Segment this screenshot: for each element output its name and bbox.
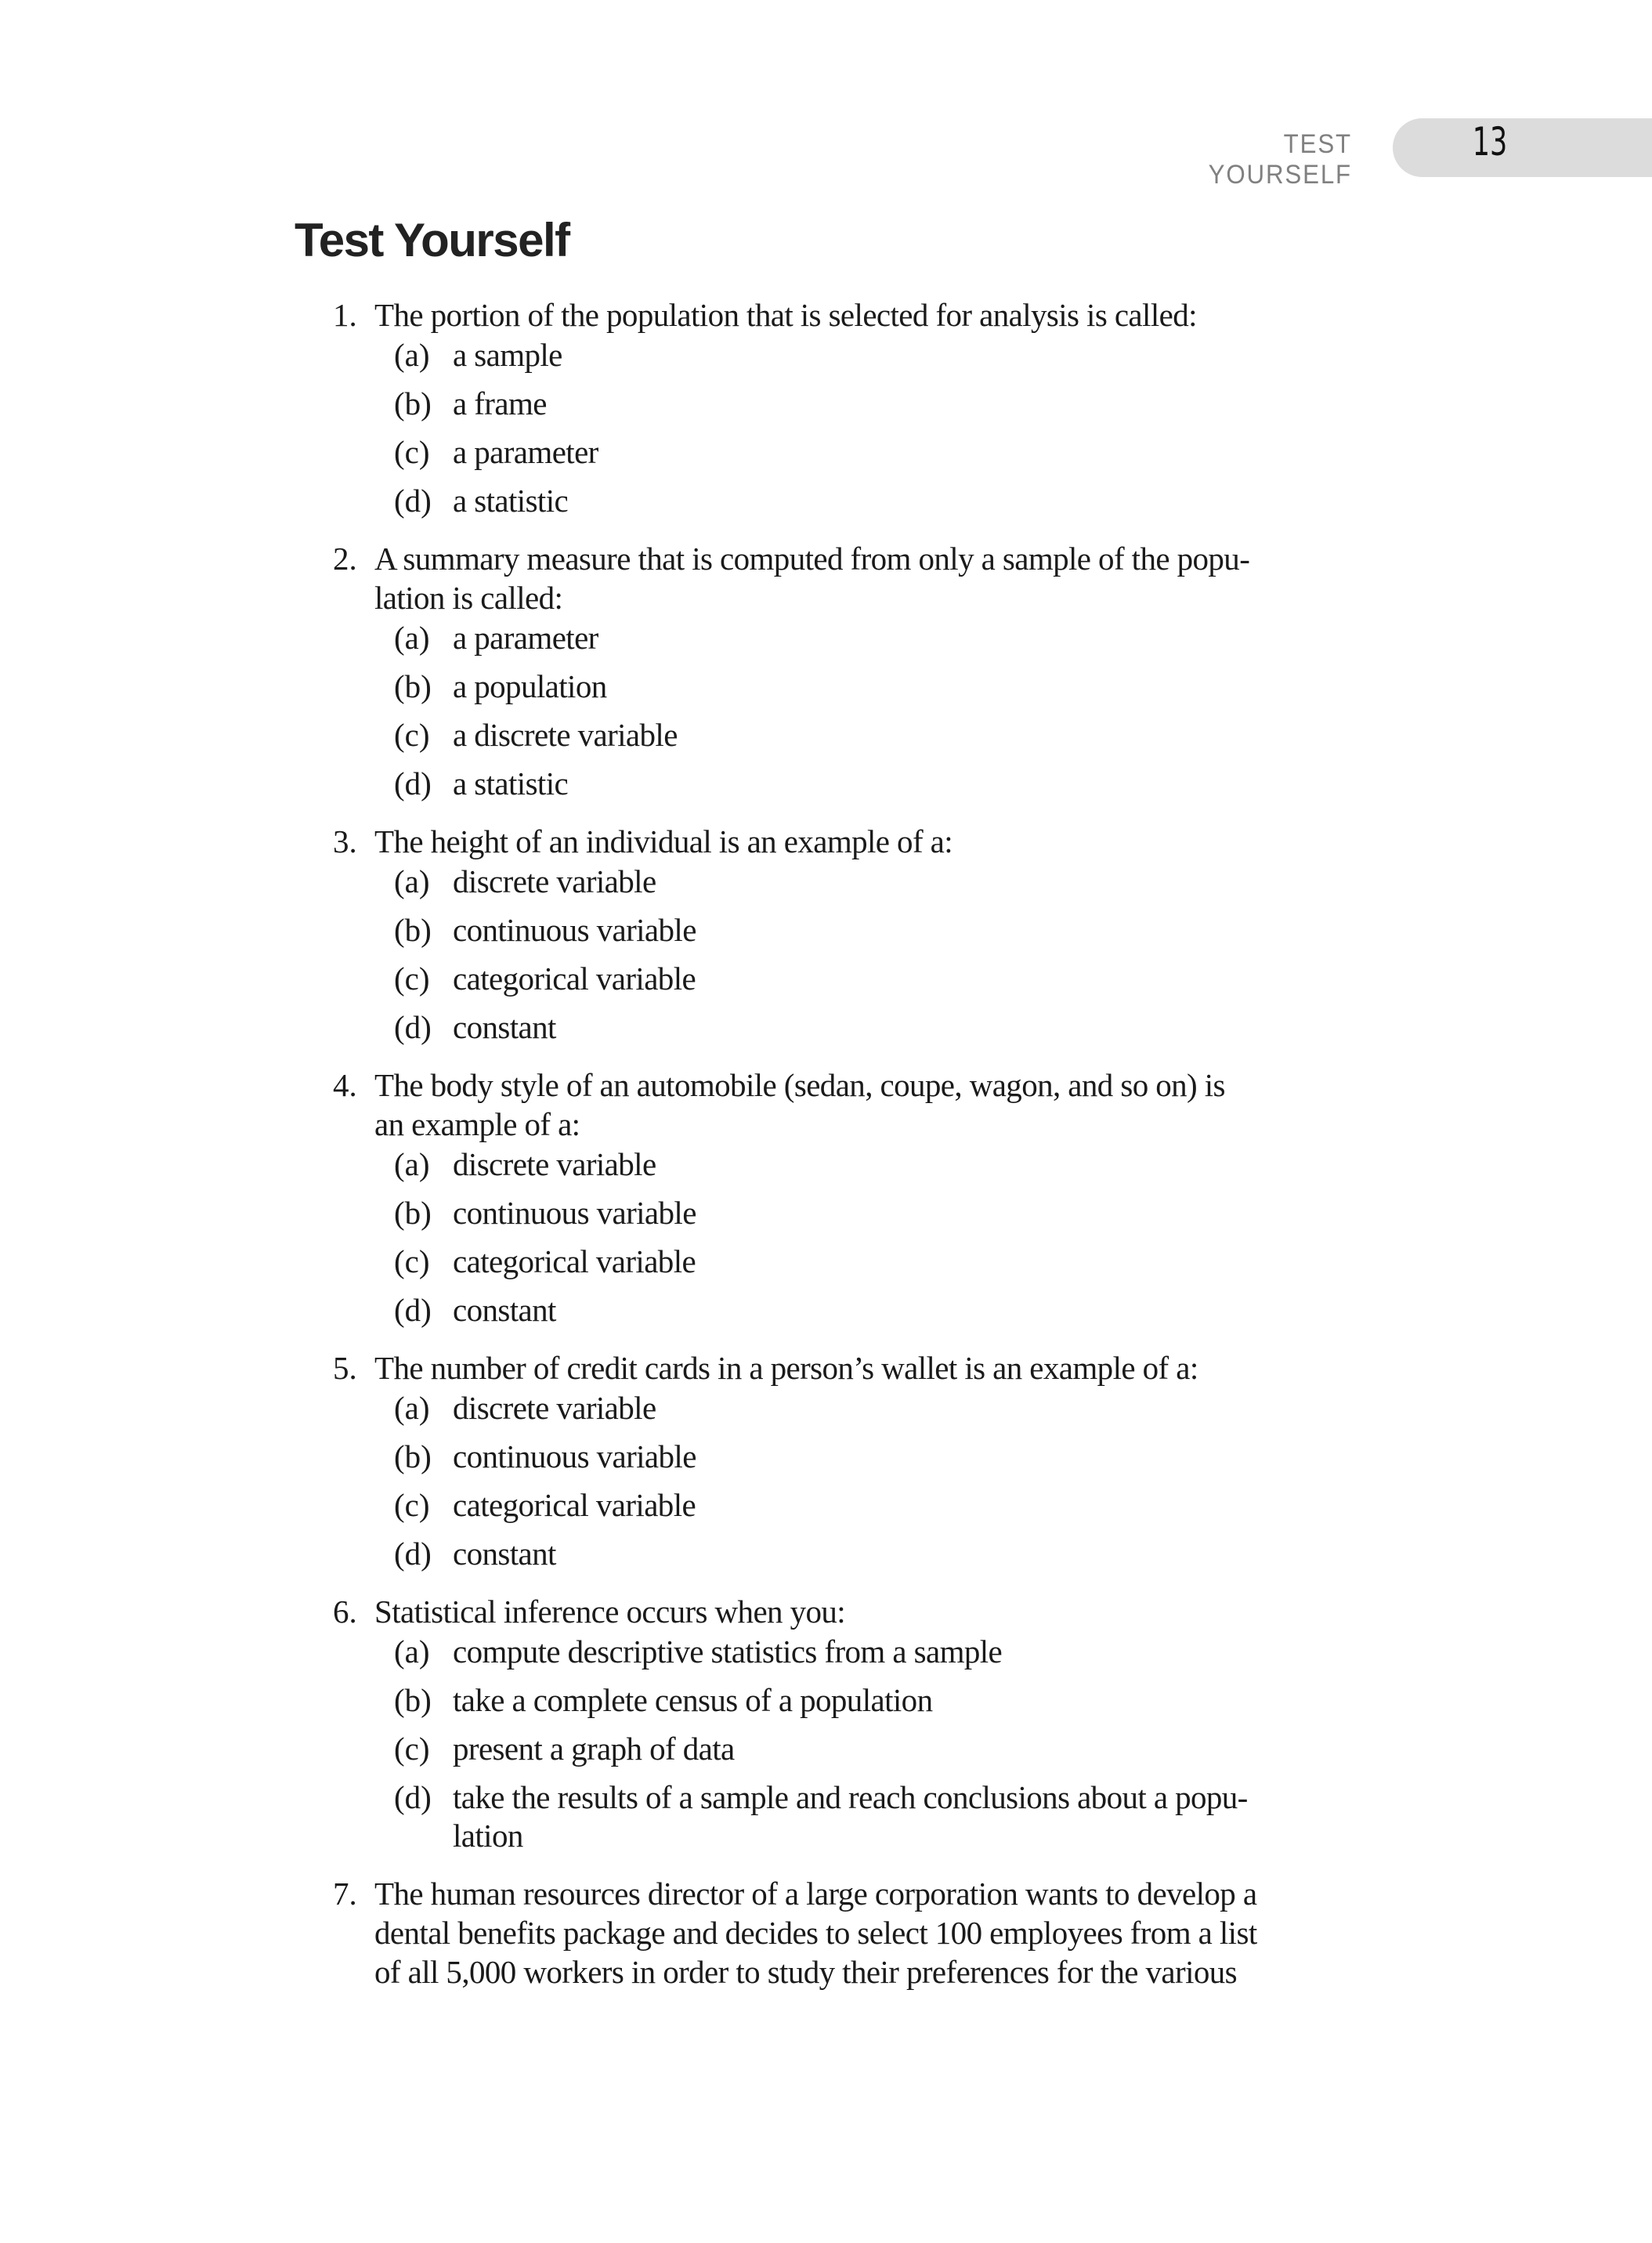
answer-option <box>329 1281 1363 1330</box>
question-number: 6. <box>333 1594 357 1630</box>
answer-option <box>329 950 1363 998</box>
question-list <box>329 295 1363 2010</box>
question-text: The body style of an automobile (sedan, coupe, wagon, and so on) is <box>374 1067 1225 1103</box>
question <box>329 1348 1363 1573</box>
section-title: Test Yourself <box>295 214 569 266</box>
answer-option <box>329 1379 1363 1427</box>
option-letter: (a) <box>394 1146 430 1182</box>
option-text: constant <box>453 1009 556 1045</box>
answer-options <box>329 609 1363 803</box>
question-text: of all 5,000 workers in order to study their preferences for the various <box>374 1954 1238 1990</box>
option-letter: (d) <box>394 1292 432 1328</box>
answer-option <box>329 1476 1363 1525</box>
option-letter: (d) <box>394 1009 432 1045</box>
option-text: a frame <box>453 385 547 421</box>
answer-option <box>329 901 1363 950</box>
option-text: constant <box>453 1292 556 1328</box>
answer-option <box>329 1768 1363 1855</box>
option-text: discrete variable <box>453 863 656 899</box>
answer-options <box>329 326 1363 520</box>
answer-option <box>329 1671 1363 1720</box>
option-letter: (c) <box>394 1731 430 1767</box>
question <box>329 1592 1363 1855</box>
answer-option <box>329 609 1363 657</box>
answer-option <box>329 1525 1363 1573</box>
option-text: constant <box>453 1536 556 1572</box>
option-text: a population <box>453 668 607 704</box>
option-text: a statistic <box>453 483 569 519</box>
option-letter: (a) <box>394 620 430 656</box>
question <box>329 1065 1363 1330</box>
option-letter: (d) <box>394 1779 432 1815</box>
option-letter: (c) <box>394 1243 430 1279</box>
answer-option <box>329 423 1363 472</box>
answer-option <box>329 706 1363 754</box>
option-text: a discrete variable <box>453 717 678 753</box>
answer-option <box>329 374 1363 423</box>
option-text: compute descriptive statistics from a sample <box>453 1633 1003 1670</box>
option-letter: (b) <box>394 912 432 948</box>
option-text: a parameter <box>453 434 598 470</box>
answer-option <box>329 998 1363 1047</box>
option-text: categorical variable <box>453 1487 696 1523</box>
option-text: lation <box>453 1818 523 1854</box>
option-text: discrete variable <box>453 1390 656 1426</box>
option-letter: (a) <box>394 863 430 899</box>
answer-option <box>329 1135 1363 1184</box>
answer-option <box>329 1232 1363 1281</box>
question-text: an example of a: <box>374 1106 580 1142</box>
question-number: 5. <box>333 1350 357 1386</box>
question-number: 1. <box>333 297 357 333</box>
question-number: 2. <box>333 541 357 577</box>
question <box>329 1874 1363 1992</box>
option-text: continuous variable <box>453 1195 696 1231</box>
question-text: The portion of the population that is selected for analysis is called: <box>374 297 1197 333</box>
page-number-tab <box>1393 118 1652 177</box>
answer-option <box>329 754 1363 803</box>
option-text: present a graph of data <box>453 1731 735 1767</box>
answer-options <box>329 852 1363 1047</box>
answer-option <box>329 1720 1363 1768</box>
question-number: 7. <box>333 1876 357 1912</box>
option-letter: (c) <box>394 961 430 997</box>
question-text: Statistical inference occurs when you: <box>374 1594 846 1630</box>
option-letter: (c) <box>394 1487 430 1523</box>
question-number: 3. <box>333 823 357 859</box>
option-text: continuous variable <box>453 1438 696 1474</box>
question-text: The number of credit cards in a person’s wallet is an example of a: <box>374 1350 1198 1386</box>
option-letter: (b) <box>394 668 432 704</box>
answer-options <box>329 1379 1363 1573</box>
option-letter: (c) <box>394 434 430 470</box>
answer-option <box>329 326 1363 374</box>
option-letter: (b) <box>394 385 432 421</box>
answer-option <box>329 1623 1363 1671</box>
option-text: discrete variable <box>453 1146 656 1182</box>
question-text: dental benefits package and decides to select 100 employees from a list <box>374 1915 1257 1951</box>
option-letter: (d) <box>394 765 432 801</box>
question-number: 4. <box>333 1067 357 1103</box>
option-letter: (b) <box>394 1195 432 1231</box>
answer-option <box>329 657 1363 706</box>
answer-options <box>329 1135 1363 1330</box>
option-text: take a complete census of a population <box>453 1682 933 1718</box>
question-text: The human resources director of a large corporation wants to develop a <box>374 1876 1257 1912</box>
option-letter: (a) <box>394 337 430 373</box>
running-head: TEST YOURSELF <box>1208 129 1352 190</box>
option-letter: (b) <box>394 1682 432 1718</box>
option-letter: (d) <box>394 1536 432 1572</box>
question <box>329 822 1363 1047</box>
option-letter: (a) <box>394 1390 430 1426</box>
question <box>329 295 1363 520</box>
answer-option <box>329 1427 1363 1476</box>
page-number: 13 <box>1472 119 1508 165</box>
option-letter: (a) <box>394 1633 430 1670</box>
question-text: lation is called: <box>374 580 563 616</box>
option-text: a statistic <box>453 765 569 801</box>
answer-options <box>329 1623 1363 1855</box>
option-text: a sample <box>453 337 562 373</box>
option-text: categorical variable <box>453 1243 696 1279</box>
question-text: The height of an individual is an example of a: <box>374 823 953 859</box>
answer-option <box>329 852 1363 901</box>
question <box>329 539 1363 803</box>
option-letter: (c) <box>394 717 430 753</box>
option-text: categorical variable <box>453 961 696 997</box>
answer-option <box>329 1184 1363 1232</box>
option-letter: (d) <box>394 483 432 519</box>
option-letter: (b) <box>394 1438 432 1474</box>
option-text: take the results of a sample and reach conclusions about a popu- <box>453 1779 1248 1815</box>
option-text: a parameter <box>453 620 598 656</box>
option-text: continuous variable <box>453 912 696 948</box>
question-text: A summary measure that is computed from only a sample of the popu- <box>374 541 1250 577</box>
answer-option <box>329 472 1363 520</box>
